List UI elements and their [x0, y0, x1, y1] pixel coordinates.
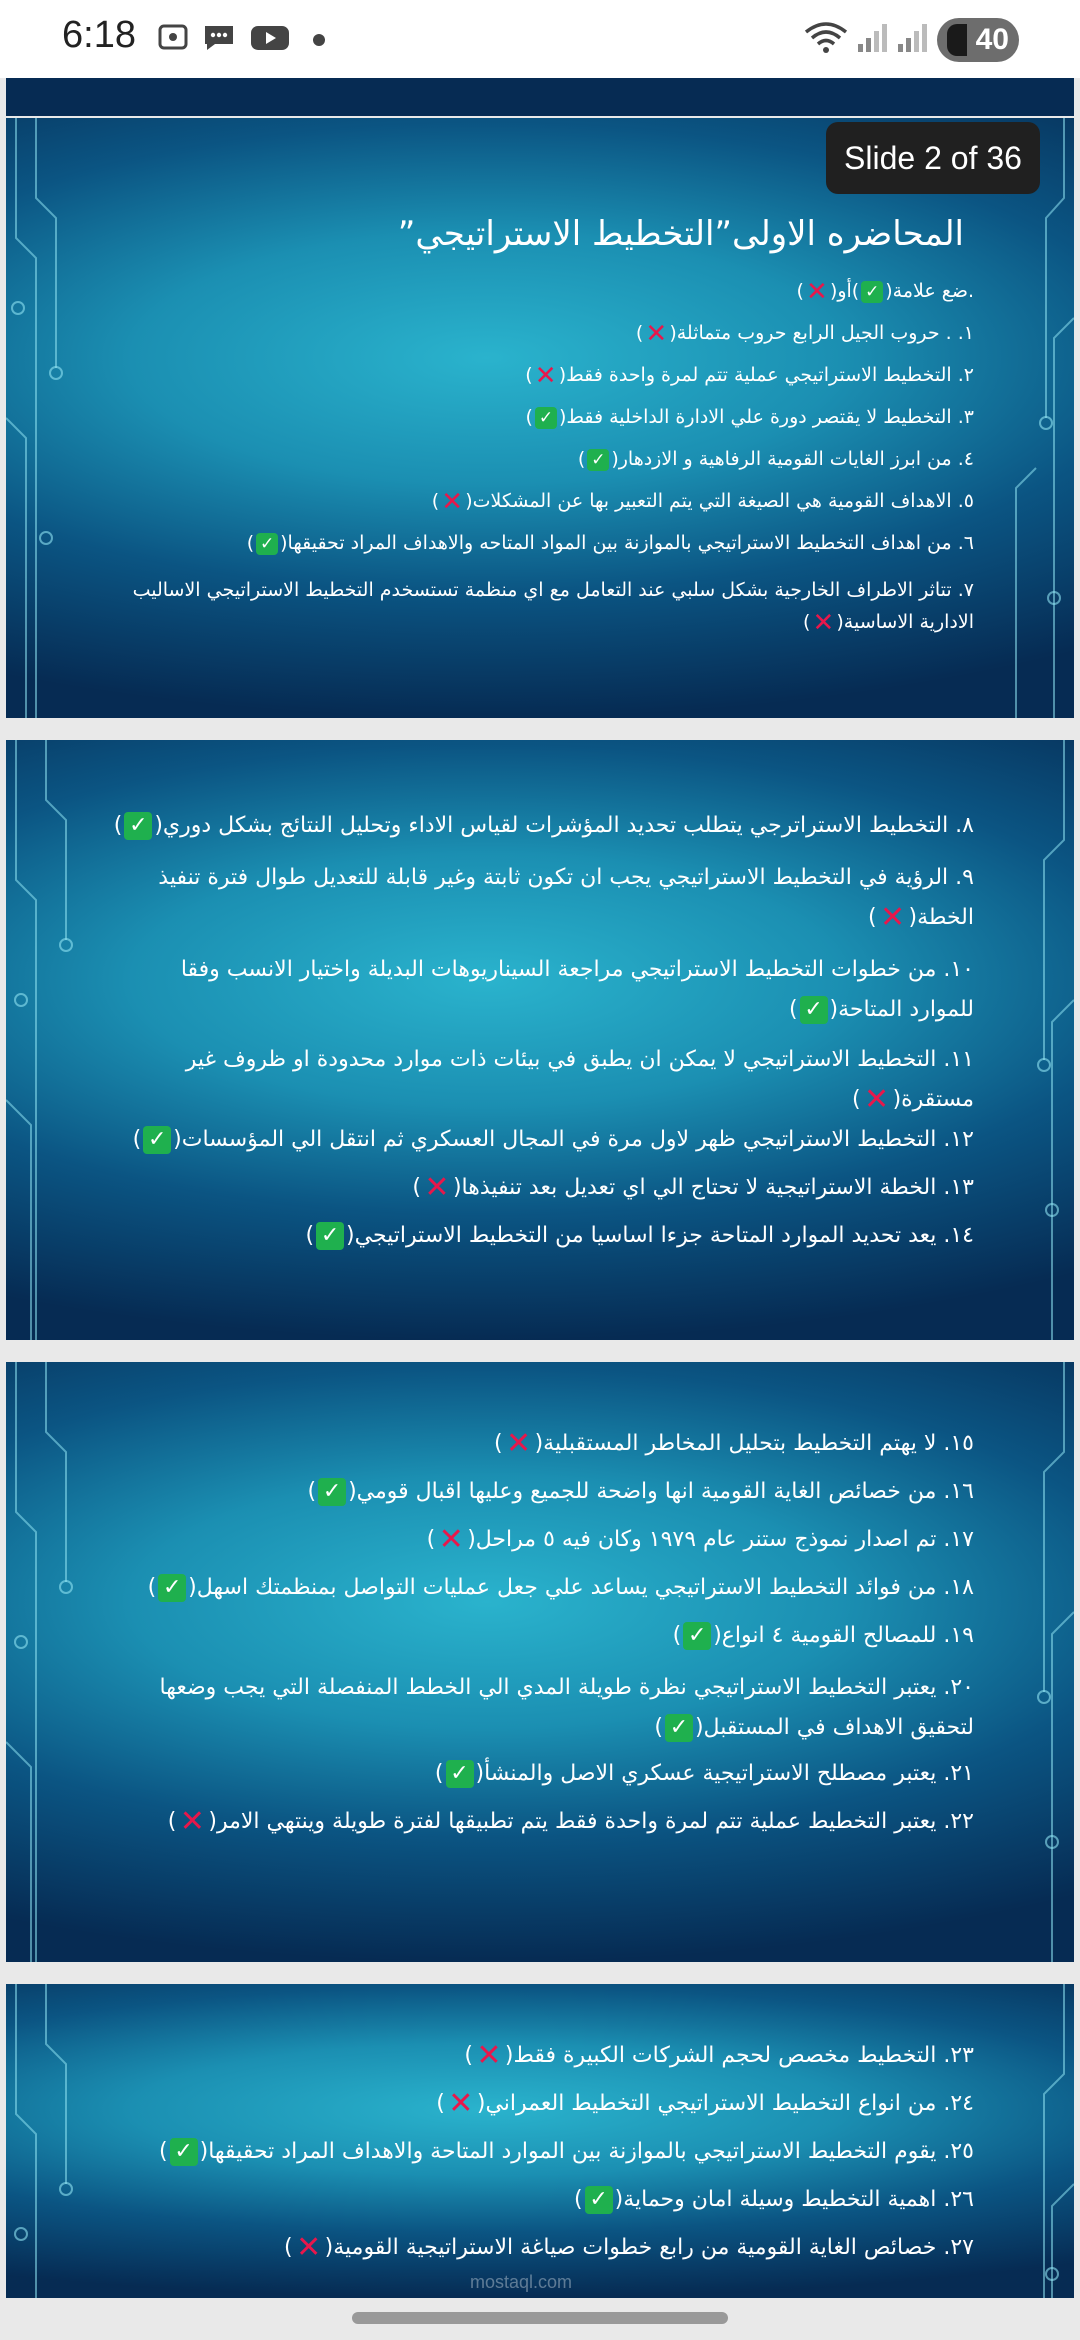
check-icon: ✓	[800, 996, 828, 1024]
question-9: ٩. الرؤية في التخطيط الاستراتيجي يجب ان تكون ثابتة وغير قابلة للتعديل طوال فترة تنفيذ الخطة(✕)	[158, 865, 974, 935]
question-24: ٢٤. من انواع التخطيط الاستراتيجي التخطيط العمراني(✕)	[436, 2086, 974, 2121]
cross-icon: ✕	[879, 900, 906, 935]
check-icon: ✓	[665, 1714, 693, 1742]
cross-icon: ✕	[806, 276, 828, 307]
check-icon: ✓	[143, 1126, 171, 1154]
question-8: ٨. التخطيط الاستراترجي يتطلب تحديد المؤشرات لقياس الاداء وتحليل النتائج بشكل دوري(✓)	[113, 813, 974, 838]
question-7: ٧. تتاثر الاطراف الخارجية بشكل سلبي عند التعامل مع اي منظمة تستسخدم التخطيط الاستراتيجي الاساليب الادارية الاساسية(✕)	[132, 579, 974, 638]
check-icon: ✓	[318, 1478, 346, 1506]
cross-icon: ✕	[296, 2230, 322, 2265]
slide-indicator: Slide 2 of 36	[826, 122, 1040, 194]
cross-icon: ✕	[441, 486, 464, 517]
question-15: ١٥. لا يهتم التخطيط بتحليل المخاطر المستقبلية(✕)	[494, 1426, 974, 1461]
cross-icon: ✕	[438, 1522, 464, 1557]
question-22: ٢٢. يعتبر التخطيط عملية تتم لمرة واحدة فقط يتم تطبيقها لفترة طويلة وينتهي الامر(✕)	[167, 1804, 974, 1839]
battery-icon	[937, 18, 1019, 62]
check-icon: ✓	[256, 533, 278, 555]
question-4: ٤. من ابرز الغايات القومية الرفاهية و الازدهار(✓)	[577, 448, 974, 470]
slide-3[interactable]	[6, 1362, 1074, 1962]
signal-icon	[856, 20, 890, 54]
youtube-icon	[250, 20, 290, 54]
question-17: ١٧. تم اصدار نموذج ستنر عام ١٩٧٩ وكان فيه ٥ مراحل(✕)	[426, 1522, 974, 1557]
question-6: ٦. من اهداف التخطيط الاستراتيجي بالموازنة بين المواد المتاحه والاهداف المراد تحقيقها(✓)	[246, 532, 974, 554]
slide-1[interactable]	[6, 118, 1074, 718]
question-16: ١٦. من خصائص الغاية القومية انها واضحة للجميع وعليها اقبال قومي(✓)	[307, 1479, 974, 1504]
check-icon: ✓	[861, 281, 883, 303]
question-27: ٢٧. خصائص الغاية القومية من رابع خطوات صياغة الاستراتيجية القومية(✕)	[284, 2230, 974, 2265]
question-21: ٢١. يعتبر مصطلح الاستراتيجية عسكري الاصل والمنشأ(✓)	[434, 1761, 974, 1786]
check-icon: ✓	[124, 812, 152, 840]
screenshot-icon	[156, 20, 190, 54]
previous-slide-edge[interactable]	[6, 78, 1074, 116]
check-icon: ✓	[585, 2186, 613, 2214]
cross-icon: ✕	[476, 2038, 502, 2073]
question-25: ٢٥. يقوم التخطيط الاستراتيجي بالموازنة بين الموارد المتاحة والاهداف المراد تحقيقها(✓)	[159, 2139, 974, 2164]
status-bar	[0, 0, 1080, 78]
slide-title: المحاضره الاولى”التخطيط الاستراتيجي”	[397, 214, 964, 254]
check-icon: ✓	[158, 1574, 186, 1602]
check-icon: ✓	[170, 2138, 198, 2166]
question-19: ١٩. للمصالح القومية ٤ انواع(✓)	[672, 1623, 974, 1648]
check-icon: ✓	[587, 449, 609, 471]
home-gesture-handle[interactable]	[352, 2312, 728, 2324]
wifi-icon	[804, 20, 848, 54]
check-icon: ✓	[446, 1760, 474, 1788]
question-23: ٢٣. التخطيط مخصص لحجم الشركات الكبيرة فقط(✕)	[464, 2038, 974, 2073]
question-3: ٣. التخطيط لا يقتصر دورة علي الادارة الداخلية فقط(✓)	[525, 406, 974, 428]
messages-icon	[202, 20, 236, 54]
status-time: 6:18	[62, 14, 136, 56]
charging-bolt-icon	[947, 24, 967, 56]
cross-icon: ✕	[448, 2086, 474, 2121]
cross-icon: ✕	[863, 1082, 890, 1117]
cross-icon: ✕	[179, 1804, 205, 1839]
question-20: ٢٠. يعتبر التخطيط الاستراتيجي نظرة طويلة المدي الي الخطط المنفصلة التي يجب وضعها لتحقيق الاهداف في المستقبل(✓)	[159, 1675, 974, 1740]
question-12: ١٢. التخطيط الاستراتيجي ظهر لاول مرة في المجال العسكري ثم انتقل الي المؤسسات(✓)	[132, 1127, 974, 1152]
cross-icon: ✕	[506, 1426, 532, 1461]
question-2: ٢. التخطيط الاستراتيجي عملية تتم لمرة واحدة فقط(✕)	[525, 360, 974, 391]
notification-dot	[313, 34, 325, 46]
check-icon: ✓	[535, 407, 557, 429]
check-icon: ✓	[316, 1222, 344, 1250]
slide-4[interactable]	[6, 1984, 1074, 2298]
instruction-line: .ضع علامة(✓)أو(✕)	[796, 276, 974, 307]
question-18: ١٨. من فوائد التخطيط الاستراتيجي يساعد علي جعل عمليات التواصل بمنظمتك اسهل(✓)	[147, 1575, 974, 1600]
cross-icon: ✕	[534, 360, 557, 391]
cross-icon: ✕	[812, 607, 835, 638]
cross-icon: ✕	[645, 318, 668, 349]
question-11: ١١. التخطيط الاستراتيجي لا يمكن ان يطبق في بيئات ذات موارد محدودة او ظروف غير مستقرة(✕)	[185, 1047, 974, 1117]
cross-icon: ✕	[424, 1170, 450, 1205]
watermark: mostaql.com	[470, 2272, 573, 2292]
question-14: ١٤. يعد تحديد الموارد المتاحة جزءا اساسيا من التخطيط الاستراتيجي(✓)	[305, 1223, 974, 1248]
signal-icon-2	[896, 20, 930, 54]
question-1: ١. . حروب الجيل الرابع حروب متماثلة(✕)	[635, 318, 974, 349]
question-5: ٥. الاهداف القومية هي الصيغة التي يتم التعبير بها عن المشكلات(✕)	[431, 486, 974, 517]
slide-2[interactable]	[6, 740, 1074, 1340]
navigation-bar	[0, 2298, 1080, 2340]
question-26: ٢٦. اهمية التخطيط وسيلة امان وحماية(✓)	[574, 2187, 974, 2212]
question-10: ١٠. من خطوات التخطيط الاستراتيجي مراجعة السيناريوهات البديلة واختيار الانسب وفقا للموارد المتاحة(✓)	[180, 957, 974, 1022]
question-13: ١٣. الخطة الاستراتيجية لا تحتاج الي اي تعديل بعد تنفيذها(✕)	[412, 1170, 974, 1205]
check-icon: ✓	[683, 1622, 711, 1650]
battery-level: 40	[975, 23, 1009, 56]
